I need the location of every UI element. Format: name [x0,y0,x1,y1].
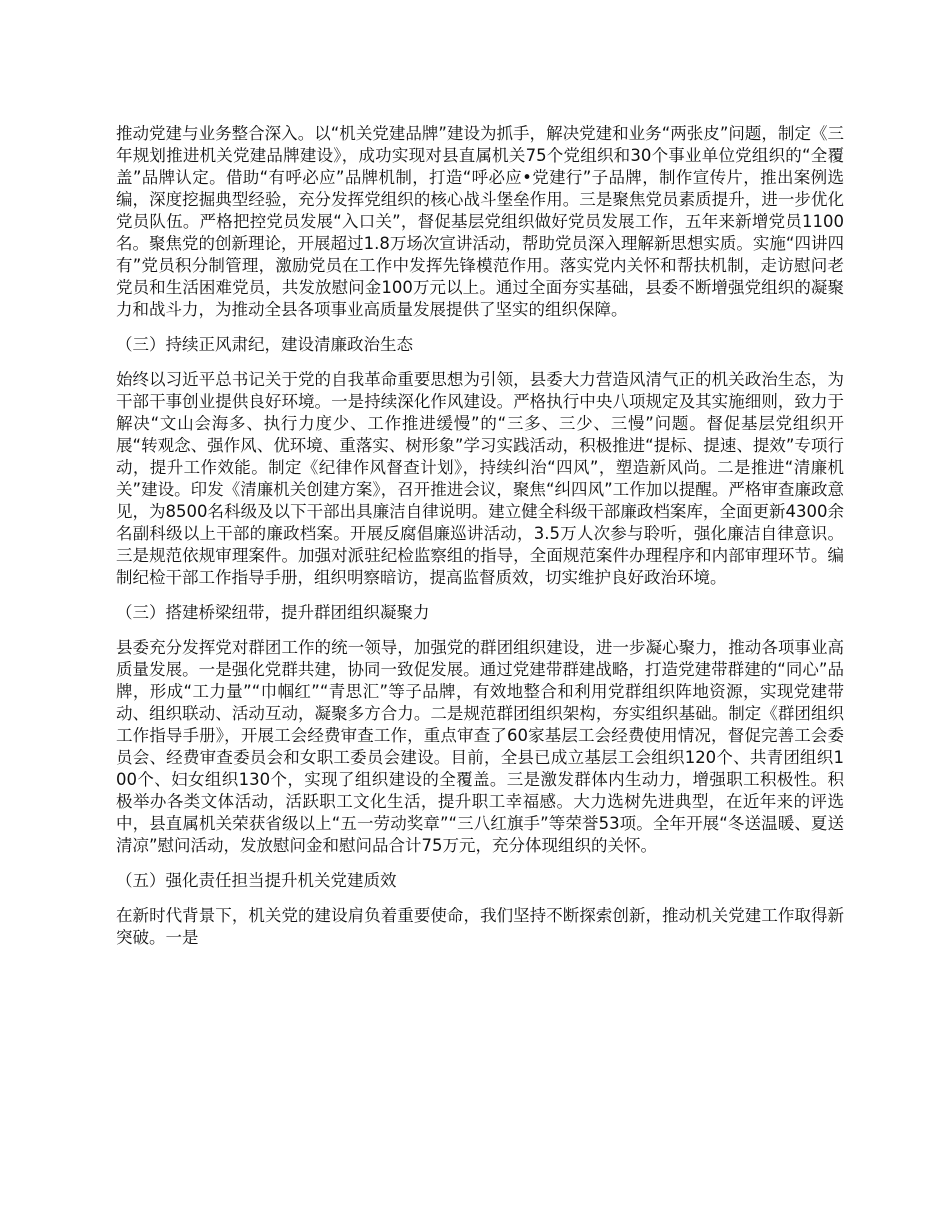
section-heading-mass-organizations: （三）搭建桥梁纽带，提升群团组织凝聚力 [116,603,430,622]
paragraph-mass-organizations: 县委充分发挥党对群团工作的统一领导，加强党的群团组织建设，进一步凝心聚力，推动各项事业高质量发展。一是强化党群共建，协同一致促发展。通过党建带群建战略，打造党建带群建的“同心”品牌，形成“工力量”“巾帼红”“青思汇”等子品牌，有效地整合和利用党群组织阵地资源，实现党建带动、组织联动、活动互动，凝聚多方合力。二是规范群团组织架构，夯实组织基础。制定《群团组织工作指导手册》，开展工会经费审查工作，重点审查了60家基层工会经费使用情况，督促完善工会委员会、经费审查委员会和女职工委员会建设。目前，全县已成立基层工会组织120个、共青团组织100个、妇女组织130个，实现了组织建设的全覆盖。三是激发群体内生动力，增强职工积极性。积极举办各类文体活动，活跃职工文化生活，提升职工幸福感。大力选树先进典型，在近年来的评选中，县直属机关荣获省级以上“五一劳动奖章”“三八红旗手”等荣誉53项。全年开展“冬送温暖、夏送清凉”慰问活动，发放慰问金和慰问品合计75万元，充分体现组织的关怀。 [116,638,844,855]
paragraph-party-building-integration: 推动党建与业务整合深入。以“机关党建品牌”建设为抓手，解决党建和业务“两张皮”问题，制定《三年规划推进机关党建品牌建设》，成功实现对县直属机关75个党组织和30个事业单位党组织的“全覆盖”品牌认定。借助“有呼必应”品牌机制，打造“呼必应•党建行”子品牌，制作宣传片，推出案例选编，深度挖掘典型经验，充分发挥党组织的核心战斗堡垒作用。三是聚焦党员素质提升，进一步优化党员队伍。严格把控党员发展“入口关”，督促基层党组织做好党员发展工作，五年来新增党员1100名。聚焦党的创新理论，开展超过1.8万场次宣讲活动，帮助党员深入理解新思想实质。实施“四讲四有”党员积分制管理，激励党员在工作中发挥先锋模范作用。落实党内关怀和帮扶机制，走访慰问老党员和生活困难党员，共发放慰问金100万元以上。通过全面夯实基础，县委不断增强党组织的凝聚力和战斗力，为推动全县各项事业高质量发展提供了坚实的组织保障。 [116,124,844,319]
paragraph-clean-politics: 始终以习近平总书记关于党的自我革命重要思想为引领，县委大力营造风清气正的机关政治生态，为干部干事创业提供良好环境。一是持续深化作风建设。严格执行中央八项规定及其实施细则，致力于解决“文山会海多、执行力度少、工作推进缓慢”的“三多、三少、三慢”问题。督促基层党组织开展“转观念、强作风、优环境、重落实、树形象”学习实践活动，积极推进“提标、提速、提效”专项行动，提升工作效能。制定《纪律作风督查计划》，持续纠治“四风”，塑造新风尚。二是推进“清廉机关”建设。印发《清廉机关创建方案》，召开推进会议，聚焦“纠四风”工作加以提醒。严格审查廉政意见，为8500名科级及以下干部出具廉洁自律说明。建立健全科级干部廉政档案库，全面更新4300余名副科级以上干部的廉政档案。开展反腐倡廉巡讲活动，3.5万人次参与聆听，强化廉洁自律意识。三是规范依规审理案件。加强对派驻纪检监察组的指导，全面规范案件办理程序和内部审理环节。编制纪检干部工作指导手册，组织明察暗访，提高监督质效，切实维护良好政治环境。 [116,370,844,587]
paragraph-new-era: 在新时代背景下，机关党的建设肩负着重要使命，我们坚持不断探索创新，推动机关党建工作取得新突破。一是 [116,906,844,947]
document-page [116,123,844,962]
section-heading-discipline: （三）持续正风肃纪，建设清廉政治生态 [116,335,413,354]
section-heading-responsibility: （五）强化责任担当提升机关党建质效 [116,871,397,890]
